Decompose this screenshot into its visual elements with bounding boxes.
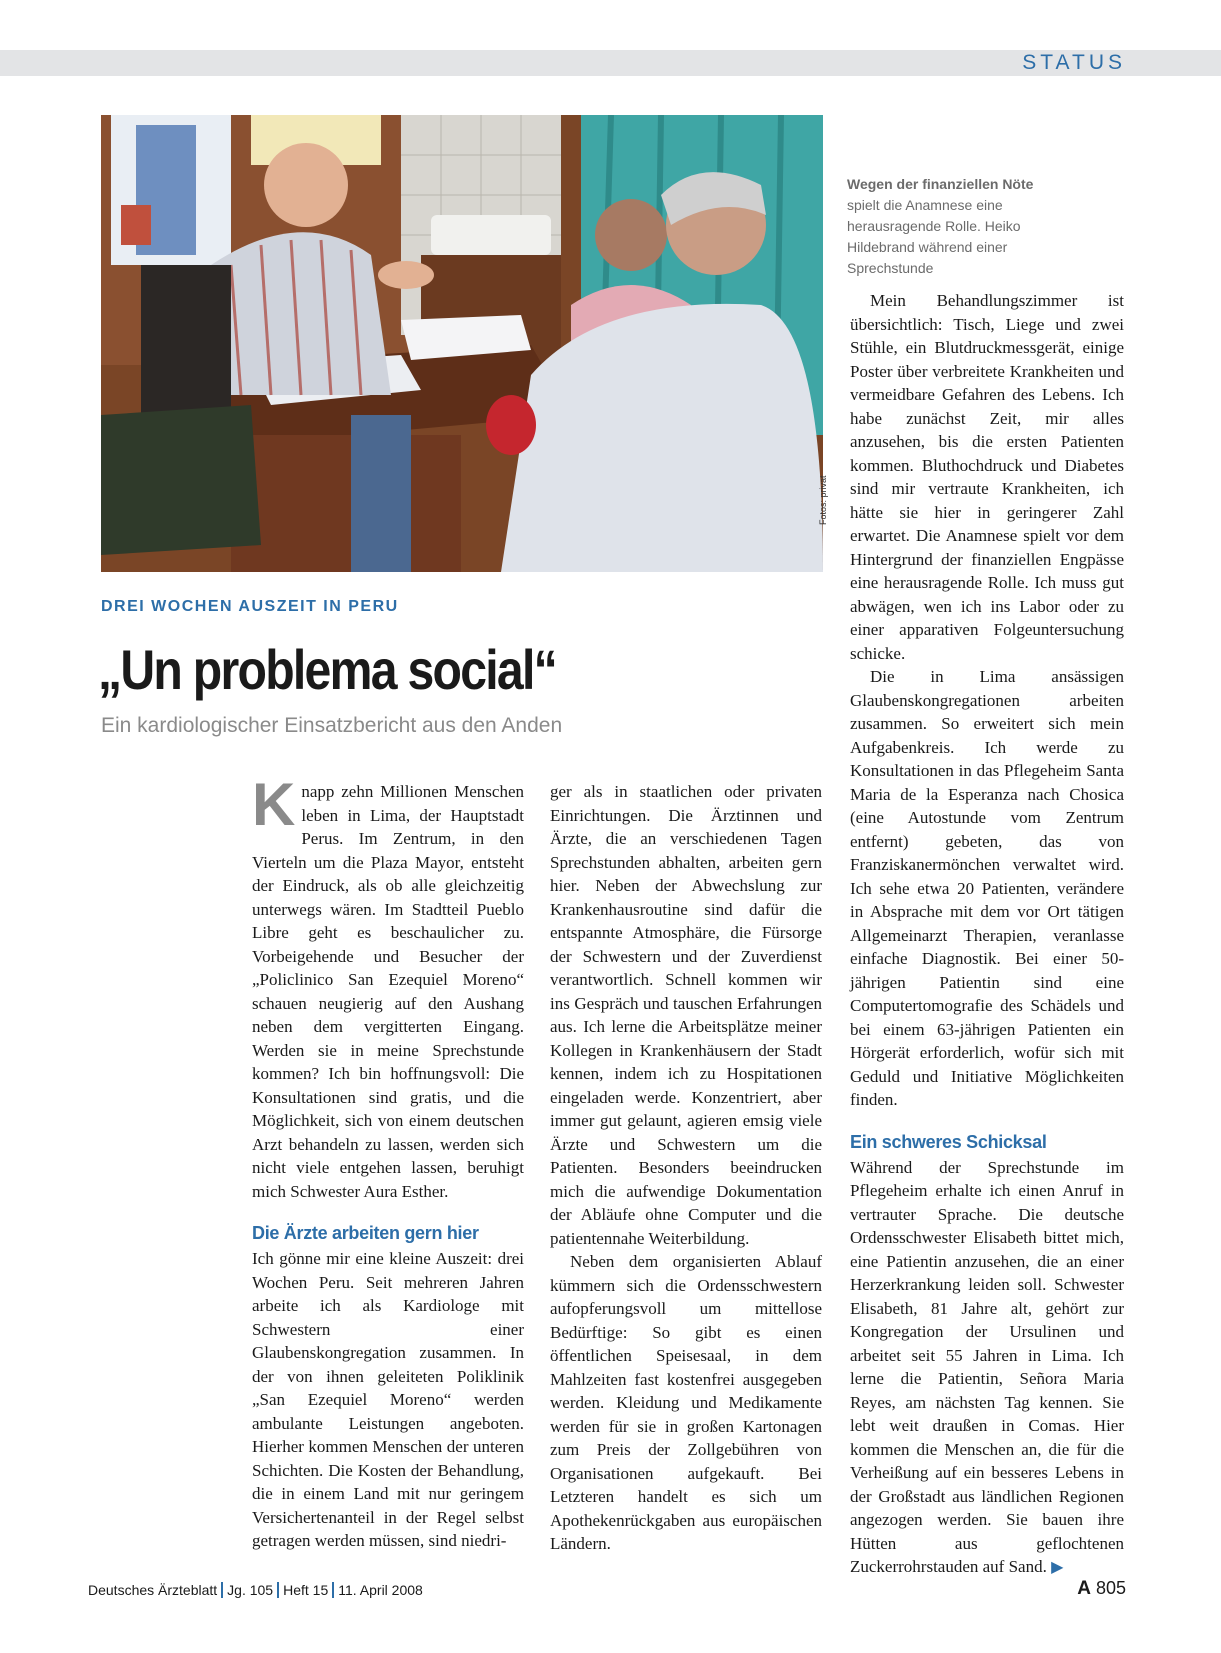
photo-caption — [847, 174, 1077, 279]
article-column-2 — [550, 780, 822, 1556]
article-column-1 — [252, 771, 524, 1553]
paragraph: Ich gönne mir eine kleine Auszeit: drei Wochen Peru. Seit mehreren Jahren arbeite ich als Kardiologe mit Schwestern einer Glaubenskongregation zusammen. In der von ihnen geleiteten Poliklinik „San Ezequiel Moreno“ werden ambulante Leistungen angeboten. Hierher kommen Menschen der unteren Schichten. Die Kosten der Behandlung, die in einem Land mit nur geringem Versichertenanteil in der Regel selbst getragen werden müssen, sind niedri- — [252, 1249, 524, 1550]
paragraph: Mein Behandlungszimmer ist übersichtlich: Tisch, Liege und zwei Stühle, ein Blutdruckmessgerät, einige Poster über verbreitete Krankheiten und vermeidbare Gefahren des Lebens. Ich habe zunächst Zeit, mir alles anzusehen, bis die ersten Patienten kommen. Bluthochdruck und Diabetes sind mir vertraute Krankheiten, ich hätte sie hier in geringerer Zahl erwartet. Die Anamnese spielt vor dem Hintergrund der finanziellen Engpässe eine herausragende Rolle. Ich muss gut abwägen, wen ich ins Labor oder zu einer apparativen Folgeuntersuchung schicke. — [850, 291, 1124, 663]
paragraph — [850, 1156, 1124, 1580]
section-heading: Die Ärzte arbeiten gern hier — [252, 1223, 479, 1243]
drop-cap: K — [252, 771, 296, 838]
caption-text: spielt die Anamnese eine herausragende Rolle. Heiko Hildebrand während einer Sprechstunde — [847, 197, 1021, 276]
article-subheadline: Ein kardiologischer Einsatzbericht aus den Anden — [101, 714, 563, 737]
article-kicker: DREI WOCHEN AUSZEIT IN PERU — [101, 598, 399, 615]
paragraph-text: Während der Sprechstunde im Pflegeheim erhalte ich einen Anruf in vertrauter Sprache. Die deutsche Ordensschwester Elisabeth bittet mich, eine Patientin anzusehen, die an einer Herzerkrankung leiden soll. Schwester Elisabeth, 81 Jahre alt, gehört zur Kongregation der Ursulinen und arbeitet seit 55 Jahren in Lima. Ich lerne die Patientin, Señora Maria Reyes, am nächsten Tag kennen. Sie lebt weit draußen in Comas. Hier kommen die Menschen an, die für die Verheißung auf ein besseres Lebens in der Großstadt aus ländlichen Regionen angezogen werden. Sie bauen ihre Hütten aus geflochtenen Zuckerrohrstauden auf Sand. — [850, 1157, 1124, 1576]
paragraph-text: napp zehn Millionen Menschen leben in Lima, der Hauptstadt Perus. Im Zentrum, in den Vierteln um die Plaza Mayor, entsteht der Eindruck, als ob alle gleichzeitig unterwegs wären. Im Stadtteil Pueblo Libre geht es beschaulicher zu. Vorbeigehende und Besucher der „Policlinico San Ezequiel Moreno“ schauen neugierig auf den Aushang neben dem vergitterten Eingang. Werden sie in meine Sprechstunde kommen? Ich bin hoffnungsvoll: Die Konsultationen sind gratis, und die Möglichkeit, sich von einem deutschen Arzt behandeln zu lassen, werden sich nicht viele entgehen lassen, beruhigt mich Schwester Aura Esther. — [252, 782, 524, 1201]
paragraph: Neben dem organisierten Ablauf kümmern sich die Ordensschwestern aufopferungsvoll um mittellose Bedürftige: So gibt es einen öffentlichen Speisesaal, in dem Mahlzeiten fast kostenfrei ausgegeben werden. Kleidung und Medikamente werden für sie in großen Kartonagen zum Preis der Zollgebühren von Organisationen aufgekauft. Bei Letzteren handelt es sich um Apothekenrückgaben aus europäischen Ländern. — [550, 1252, 822, 1553]
journal-volume: Jg. 105 — [227, 1582, 274, 1598]
journal-date: 11. April 2008 — [338, 1582, 423, 1598]
footer-citation — [88, 1582, 423, 1598]
footer-separator — [277, 1582, 279, 1598]
journal-issue: Heft 15 — [283, 1582, 329, 1598]
photo-credit: Fotos: privat — [818, 475, 828, 525]
paragraph: Die in Lima ansässigen Glaubenskongregationen arbeiten zusammen. So erweitert sich mein Aufgabenkreis. Ich werde zu Konsultationen in das Pflegeheim Santa Maria de la Esperanza nach Chosica (eine Autostunde vom Zentrum entfernt) gebeten, das von Franziskanermönchen verwaltet wird. Ich sehe etwa 20 Patienten, verändere in Absprache mit dem vor Ort tätigen Allgemeinarzt Therapien, veranlasse einfache Diagnostik. Bei einer 50-jährigen Patientin sind eine Computertomografie des Schädels und bei einem 63-jährigen Patienten ein Hörgerät erforderlich, wofür sich mit Geduld und Initiative Möglichkeiten finden. — [850, 667, 1124, 1109]
journal-name: Deutsches Ärzteblatt — [88, 1582, 218, 1598]
section-heading: Ein schweres Schicksal — [850, 1131, 1047, 1152]
page-number — [1077, 1578, 1126, 1600]
footer-separator — [332, 1582, 334, 1598]
paragraph: ger als in staatlichen oder privaten Einrichtungen. Die Ärztinnen und Ärzte, die an verschiedenen Tagen Sprechstunden abhalten, arbeiten gern hier. Neben der Abwechslung zur Krankenhausroutine sind dafür die entspannte Atmosphäre, die Fürsorge der Schwestern und der Zuverdienst verantwortlich. Schnell kommen wir ins Gespräch und tauschen Erfahrungen aus. Ich lerne die Arbeitsplätze meiner Kollegen in Krankenhäusern der Stadt kennen, indem ich zu Hospitationen eingeladen werde. Konzentriert, aber immer gut gelaunt, agieren emsig viele Ärzte und Schwestern um die Patienten. Besonders beeindrucken mich die aufwendige Dokumentation der Abläufe ohne Computer und die patientennahe Weiterbildung. — [550, 782, 822, 1248]
page-prefix: A — [1077, 1578, 1091, 1599]
article-column-3 — [850, 289, 1124, 1580]
footer-separator — [221, 1582, 223, 1598]
section-label: STATUS — [1022, 51, 1126, 74]
paragraph — [252, 771, 524, 1203]
triangle-right-icon: ▶ — [1051, 1559, 1064, 1576]
page-number-value: 805 — [1095, 1578, 1126, 1598]
article-photo — [101, 115, 823, 572]
caption-head: Wegen der finanziellen Nöte — [847, 176, 1034, 192]
article-headline: „Un problema social“ — [98, 638, 557, 701]
